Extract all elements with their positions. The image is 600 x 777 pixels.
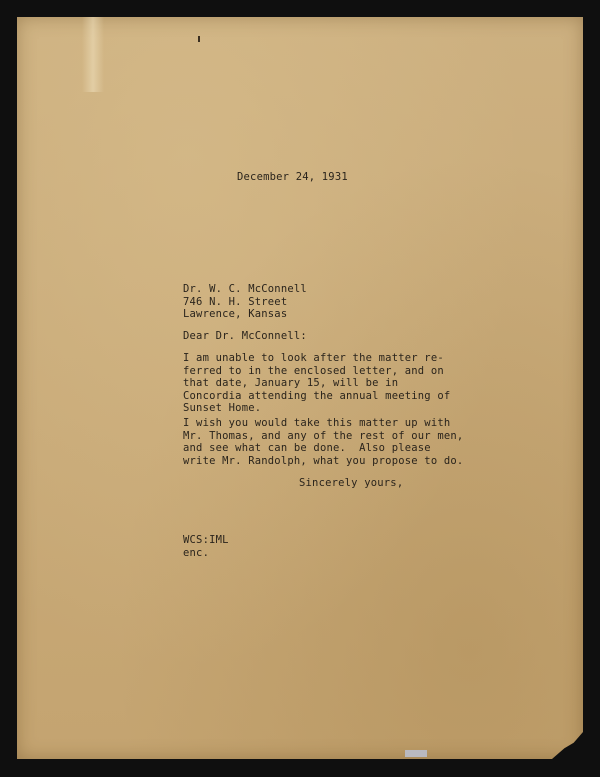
letter-date: December 24, 1931 (237, 171, 348, 183)
recipient-city: Lawrence, Kansas (183, 308, 288, 321)
paper-crease (82, 17, 104, 92)
paragraph-line: Sunset Home. (183, 402, 262, 415)
paragraph-line: I wish you would take this matter up with (183, 417, 451, 429)
reference-initials (183, 534, 229, 559)
paragraph-line: Mr. Thomas, and any of the rest of our men, (183, 429, 464, 442)
paragraph-line: Concordia attending the annual meeting of (183, 389, 451, 402)
body-paragraph-2 (183, 417, 463, 467)
archive-tag (405, 750, 427, 757)
paragraph-line: ferred to in the enclosed letter, and on (183, 364, 444, 377)
enclosure-note: enc. (183, 546, 210, 559)
body-paragraph-1 (183, 352, 450, 415)
paragraph-line: write Mr. Randolph, what you propose to do. (183, 454, 464, 467)
paragraph-line: and see what can be done. Also please (183, 442, 431, 455)
paragraph-line: I am unable to look after the matter re- (183, 352, 444, 364)
typist-initials: WCS:IML (183, 534, 229, 546)
ink-mark (198, 36, 200, 42)
recipient-street: 746 N. H. Street (183, 295, 288, 308)
complimentary-close: Sincerely yours, (299, 477, 404, 489)
paragraph-line: that date, January 15, will be in (183, 377, 399, 390)
recipient-name: Dr. W. C. McConnell (183, 283, 307, 295)
recipient-address (183, 283, 307, 321)
salutation: Dear Dr. McConnell: (183, 330, 307, 342)
